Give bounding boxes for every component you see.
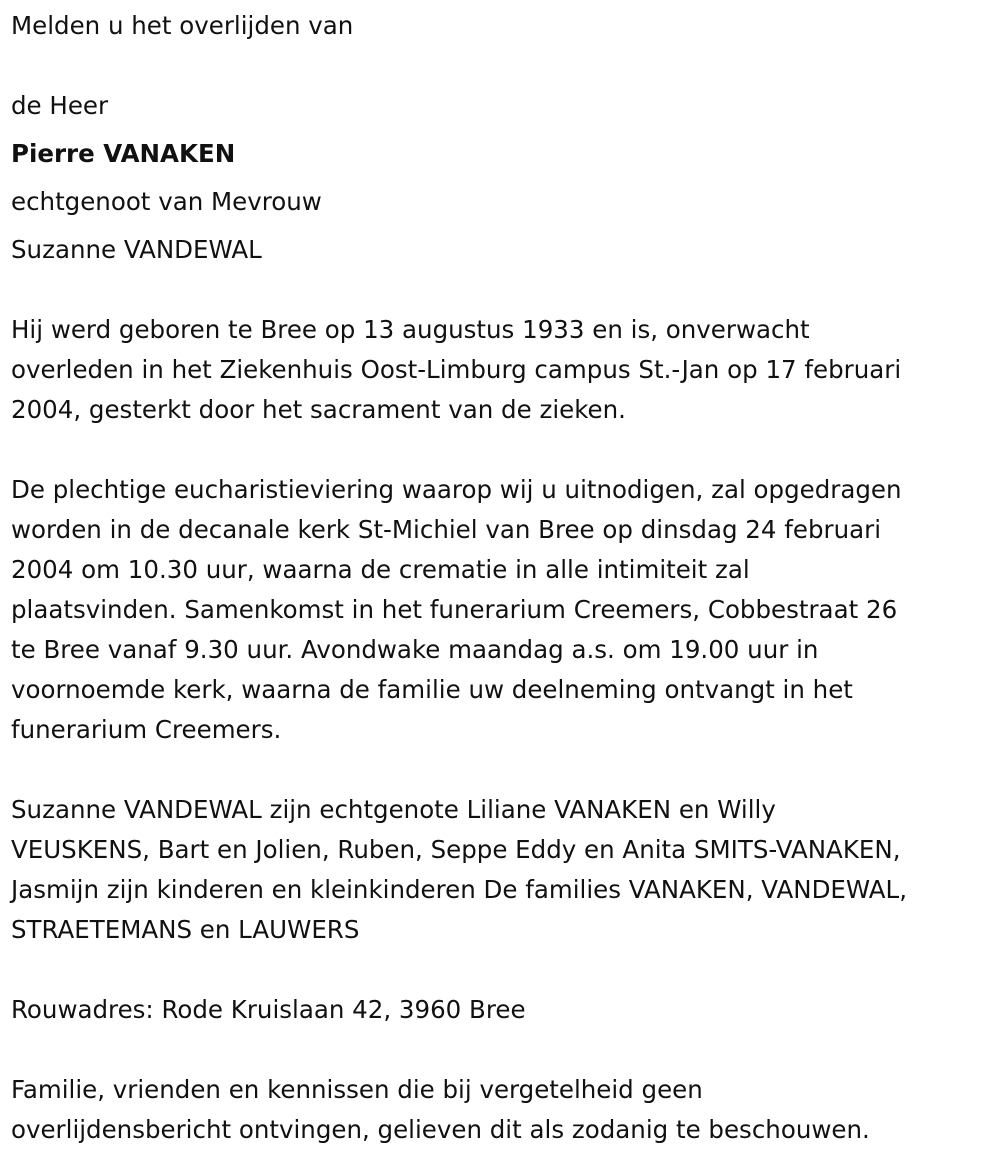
mourning-address: Rouwadres: Rode Kruislaan 42, 3960 Bree — [11, 995, 526, 1024]
ceremony-line: De plechtige eucharistieviering waarop wij u uitnodigen, zal opgedragen — [11, 475, 902, 504]
ceremony-line: te Bree vanaf 9.30 uur. Avondwake maandag a.s. om 19.00 uur in — [11, 635, 819, 664]
ceremony-line: plaatsvinden. Samenkomst in het funerarium Creemers, Cobbestraat 26 — [11, 595, 898, 624]
birth-death-line: Hij werd geboren te Bree op 13 augustus 1933 en is, onverwacht — [11, 315, 810, 344]
birth-death-line: 2004, gesterkt door het sacrament van de zieken. — [11, 395, 626, 424]
title-text: de Heer — [11, 91, 109, 120]
family-line: Jasmijn zijn kinderen en kleinkinderen De families VANAKEN, VANDEWAL, — [11, 875, 907, 904]
ceremony-line: voornoemde kerk, waarna de familie uw deelneming ontvangt in het — [11, 675, 853, 704]
ceremony-line: 2004 om 10.30 uur, waarna de crematie in alle intimiteit zal — [11, 555, 750, 584]
closing-line: Familie, vrienden en kennissen die bij vergetelheid geen — [11, 1075, 703, 1104]
family-line: STRAETEMANS en LAUWERS — [11, 915, 360, 944]
family-line: Suzanne VANDEWAL zijn echtgenote Liliane VANAKEN en Willy — [11, 795, 776, 824]
spouse-line: echtgenoot van Mevrouw — [11, 187, 322, 216]
ceremony-line: worden in de decanale kerk St-Michiel van Bree op dinsdag 24 februari — [11, 515, 882, 544]
intro-text: Melden u het overlijden van — [11, 11, 354, 40]
birth-death-line: overleden in het Ziekenhuis Oost-Limburg campus St.-Jan op 17 februari — [11, 355, 902, 384]
closing-line: overlijdensbericht ontvingen, gelieven dit als zodanig te beschouwen. — [11, 1115, 870, 1144]
family-line: VEUSKENS, Bart en Jolien, Ruben, Seppe Eddy en Anita SMITS-VANAKEN, — [11, 835, 901, 864]
deceased-name: Pierre VANAKEN — [11, 139, 236, 168]
ceremony-line: funerarium Creemers. — [11, 715, 282, 744]
spouse-name: Suzanne VANDEWAL — [11, 235, 262, 264]
